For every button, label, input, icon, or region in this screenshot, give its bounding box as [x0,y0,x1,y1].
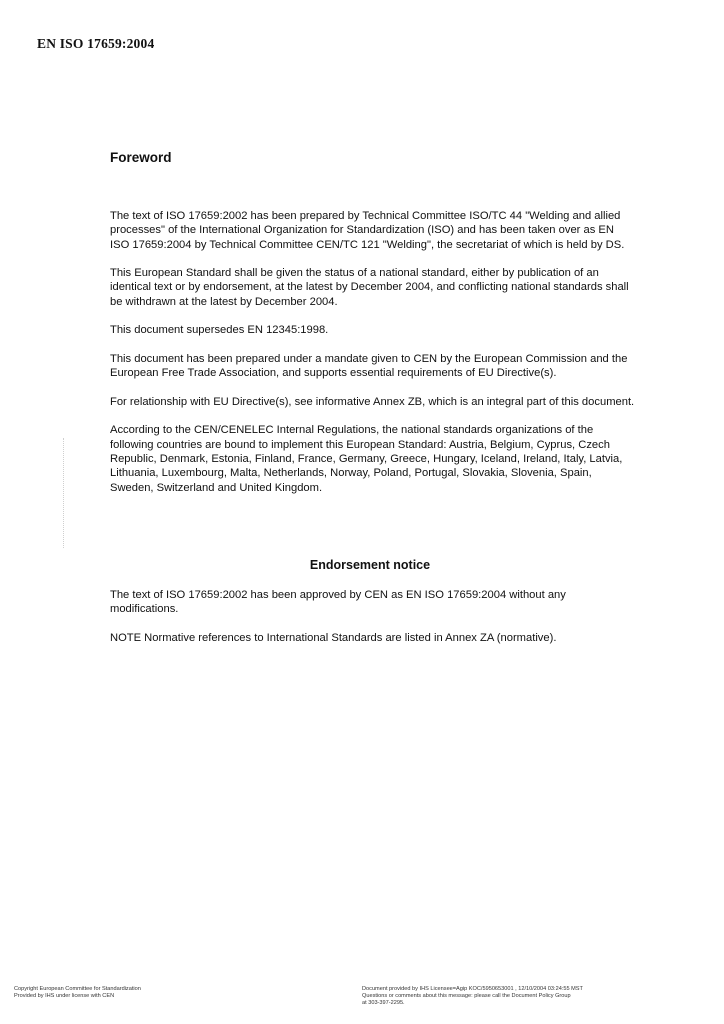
footer-copyright-line: Copyright European Committee for Standardization [14,986,141,992]
endorsement-body [110,588,635,659]
endorsement-note: NOTE Normative references to International Standards are listed in Annex ZA (normative). [110,631,557,644]
foreword-paragraph-status: This European Standard shall be given the status of a national standard, either by publication of an identical text or by endorsement, at the latest by December 2004, and conflicting national standards shall be withdrawn at the latest by December 2004. [110,267,629,308]
document-id: EN ISO 17659:2004 [37,36,155,51]
footer-phone-line: at 303-397-2295. [362,1000,405,1006]
foreword-paragraph-countries: According to the CEN/CENELEC Internal Regulations, the national standards organizations of the following countries are bound to implement this European Standard: Austria, Belgium, Cyprus, Czech Republic, Denmark, Estonia, Finland, France, Germany, Greece, Hungary, Iceland, Ireland, Italy, Latvia, Lithuania, Luxembourg, Malta, Netherlands, Norway, Poland, Portugal, Slovakia, Slovenia, Spain, Sweden, Switzerland and United Kingdom. [110,424,623,494]
footer-copyright [14,986,141,1000]
footer-questions-line: Questions or comments about this message: please call the Document Policy Group [362,993,571,999]
margin-change-marks [63,438,66,548]
foreword-paragraph-mandate: This document has been prepared under a mandate given to CEN by the European Commission and the European Free Trade Association, and supports essential requirements of EU Directive(s). [110,352,628,380]
footer-document-info [362,986,583,1007]
footer-licensee-line: Document provided by IHS Licensee=Agip KOC/5950653001 , 12/10/2004 03:24:55 MST [362,986,583,992]
endorsement-heading: Endorsement notice [309,558,431,572]
foreword-paragraph-supersedes: This document supersedes EN 12345:1998. [110,324,329,337]
footer-license-line: Provided by IHS under license with CEN [14,993,115,999]
endorsement-paragraph-approval: The text of ISO 17659:2002 has been approved by CEN as EN ISO 17659:2004 without any modifications. [110,589,566,616]
foreword-paragraph-relationship: For relationship with EU Directive(s), see informative Annex ZB, which is an integral part of this document. [110,395,635,408]
foreword-heading: Foreword [110,150,172,165]
foreword-body [110,209,635,509]
foreword-paragraph-origin: The text of ISO 17659:2002 has been prepared by Technical Committee ISO/TC 44 "Welding and allied processes" of the International Organization for Standardization (ISO) and has been taken over as EN ISO 17659:2004 by Technical Committee CEN/TC 121 "Welding", the secretariat of which is held by DS. [110,210,625,251]
